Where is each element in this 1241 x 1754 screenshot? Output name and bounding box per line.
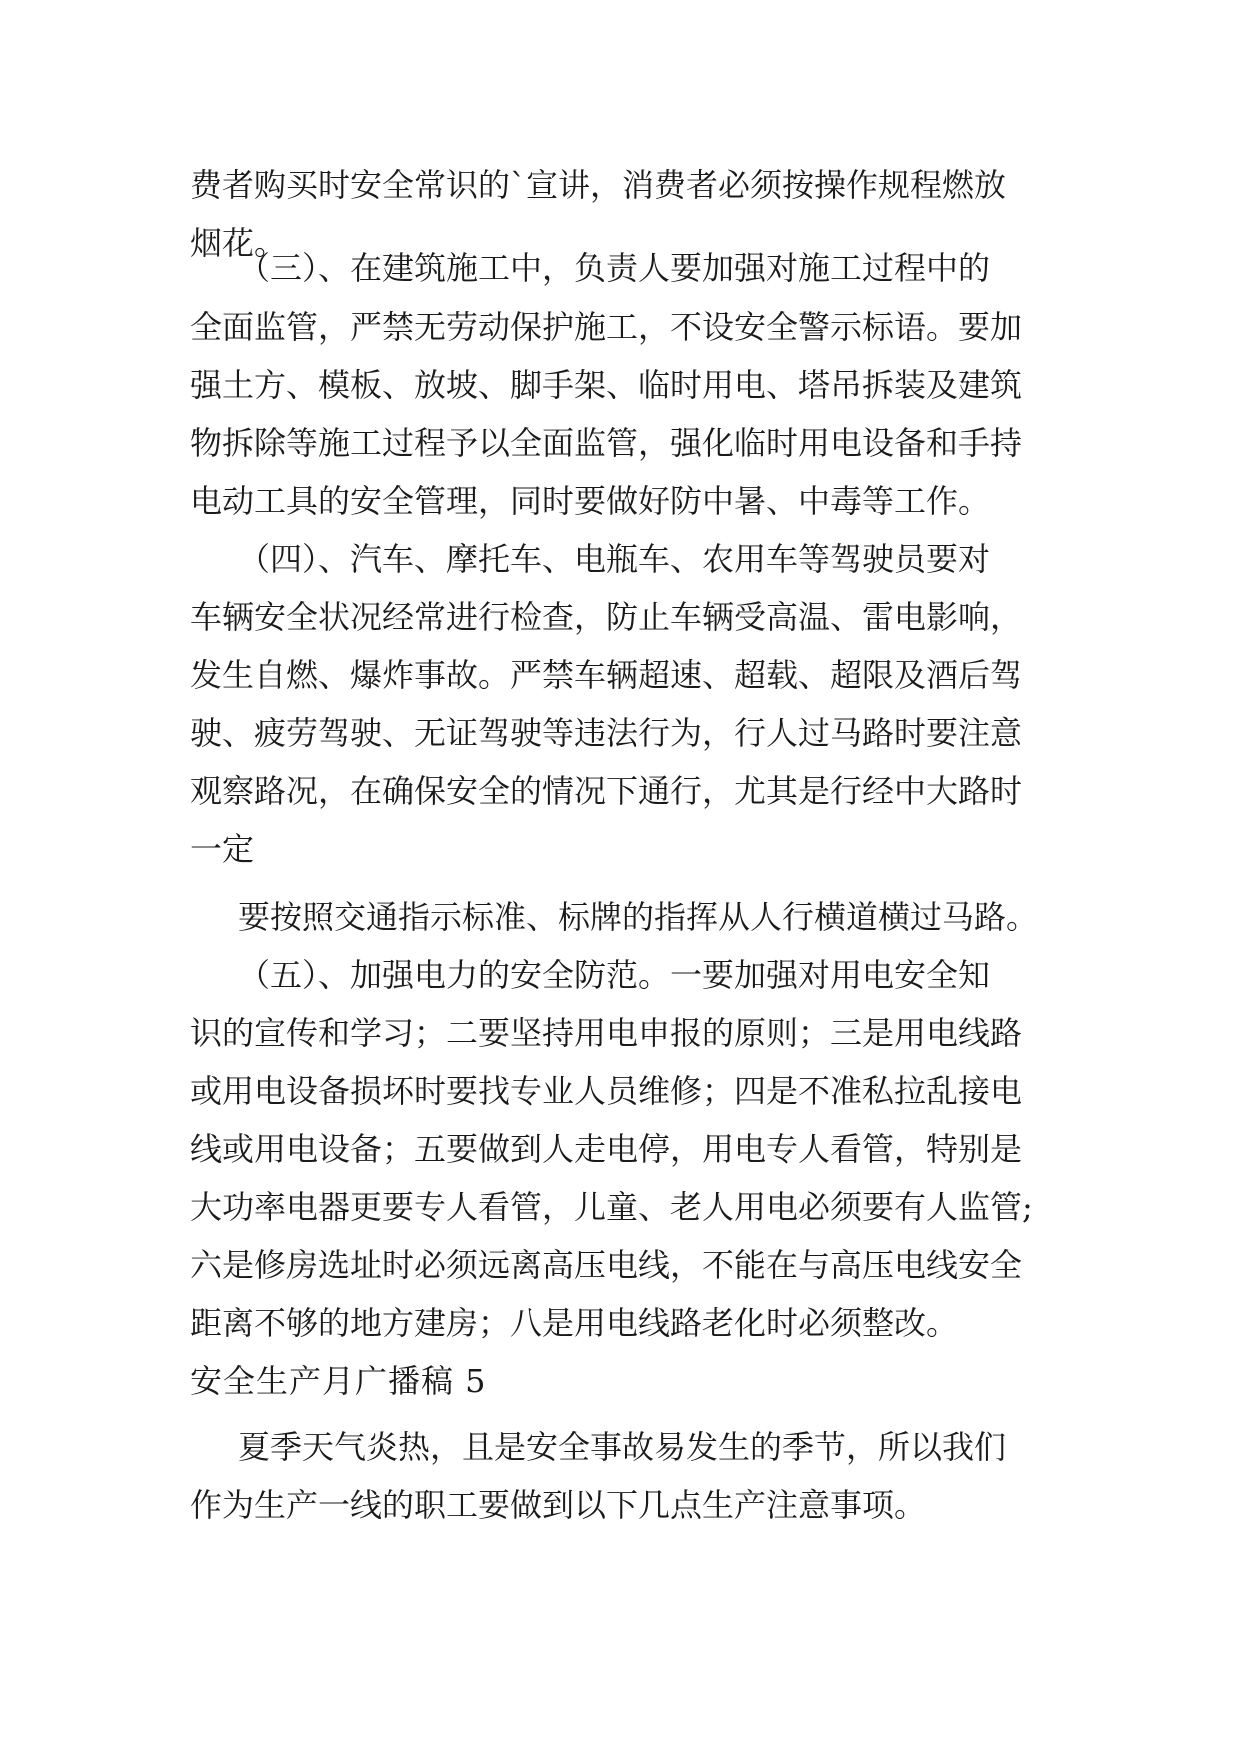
paragraph-start: （五）、加强电力的安全防范。一要加强对用电安全知	[238, 956, 991, 994]
text-line: 六是修房选址时必须远离高压电线，不能在与高压电线安全	[190, 1246, 1023, 1284]
text-line: 大功率电器更要专人看管，儿童、老人用电必须要有人监管;	[190, 1188, 1033, 1226]
paragraph-start: （四）、汽车、摩托车、电瓶车、农用车等驾驶员要对	[238, 540, 991, 578]
text-line: 烟花。	[190, 224, 287, 262]
text-line: 作为生产一线的职工要做到以下几点生产注意事项。	[190, 1486, 927, 1524]
text-line: 发生自燃、爆炸事故。严禁车辆超速、超载、超限及酒后驾	[190, 656, 1023, 694]
text-line: 物拆除等施工过程予以全面监管，强化临时用电设备和手持	[190, 424, 1023, 462]
text-line: 强土方、模板、放坡、脚手架、临时用电、塔吊拆装及建筑	[190, 366, 1023, 404]
text-line: 距离不够的地方建房；八是用电线路老化时必须整改。	[190, 1304, 959, 1342]
paragraph-start: 要按照交通指示标准、标牌的指挥从人行横道横过马路。	[238, 898, 1039, 936]
text-line: 驶、疲劳驾驶、无证驾驶等违法行为，行人过马路时要注意	[190, 714, 1023, 752]
text-line: 一定	[190, 830, 255, 868]
paragraph-start: （三）、在建筑施工中，负责人要加强对施工过程中的	[238, 249, 991, 287]
text-line: 全面监管，严禁无劳动保护施工，不设安全警示标语。要加	[190, 308, 1023, 346]
paragraph-start: 夏季天气炎热，且是安全事故易发生的季节，所以我们	[238, 1428, 1007, 1466]
text-line: 费者购买时安全常识的`宣讲，消费者必须按操作规程燃放	[190, 166, 1007, 204]
text-line: 线或用电设备；五要做到人走电停，用电专人看管，特别是	[190, 1130, 1023, 1168]
text-line: 观察路况，在确保安全的情况下通行，尤其是行经中大路时	[190, 772, 1023, 810]
text-line: 车辆安全状况经常进行检查，防止车辆受高温、雷电影响，	[190, 598, 1023, 636]
text-line: 识的宣传和学习；二要坚持用电申报的原则；三是用电线路	[190, 1014, 1023, 1052]
section-heading: 安全生产月广播稿 5	[190, 1362, 487, 1400]
text-line: 或用电设备损坏时要找专业人员维修；四是不准私拉乱接电	[190, 1072, 1023, 1110]
text-line: 电动工具的安全管理，同时要做好防中暑、中毒等工作。	[190, 482, 991, 520]
